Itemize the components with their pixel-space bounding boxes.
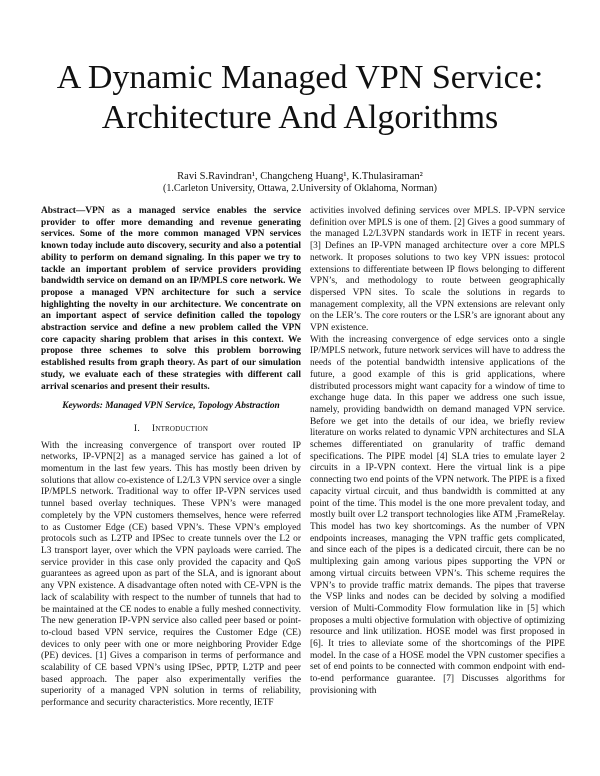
section-heading: [41, 423, 301, 435]
affiliations: (1.Carleton University, Ottawa, 2.University of Oklahoma, Norman): [162, 183, 437, 194]
section-title: Introduction: [151, 422, 209, 434]
left-column: [41, 206, 301, 710]
paper-title: [20, 58, 580, 138]
title-line-2: Architecture And Algorithms: [101, 99, 499, 136]
authors: Ravi S.Ravindran¹, Changcheng Huang¹, K.Thulasiraman²: [177, 171, 423, 182]
right-paragraph-2: With the increasing convergence of edge services onto a single IP/MPLS network, future network services will have to address the needs of the potential bandwidth intensive applications of the future, a good example of this is grid applications, where distributed processors might want capacity for a window of time to exchange huge data. In this paper we address one such issue, namely, providing bandwidth on demand managed VPN service. Before we get into the details of our idea, we briefly review literature on works related to dynamic VPN architectures and SLA schemes differentiated on granularity of traffic demand specifications. The PIPE model [4] SLA tries to emulate layer 2 circuits in a IP-VPN context. Here the virtual link is a pipe connecting two end points of the VPN network. The PIPE is a fixed capacity virtual circuit, and thus bandwidth is committed at any point of the time. This model is the one more prevalent today, and mostly built over L2 transport technologies like ATM ,FrameRelay. This model has two key shortcomings. As the number of VPN endpoints increases, managing the VPN traffic gets complicated, and since each of the pipes is a dedicated circuit, there can be no multiplexing gain among various pipes supporting the VPN or among virtual circuits between VPN’s. This scheme requires the VPN’s to provide traffic matrix demands. The pipes that traverse the VSP links and nodes can be decided by solving a modified version of Multi-Commodity Flow formulation like in [5] which proposes a multi objective formulation with objective of optimizing resource and link utilization. HOSE model was first proposed in [6]. It tries to alleviate some of the shortcomings of the PIPE model. In the case of a HOSE model the VPN customer specifies a set of end points to be connected with common endpoint with end-to-end performance guarantee. [7] Discusses algorithms for provisioning with: [310, 334, 565, 696]
abstract: Abstract—VPN as a managed service enables the service provider to offer more demanding and revenue generating services. Some of the more common managed VPN services known today include auto discovery, security and also a potential ability to perform on demand signaling. In this paper we try to tackle an important problem of service providers providing bandwidth service on demand on an IP/MPLS core network. We propose a managed VPN architecture for such a service highlighting the novelty in our architecture. We concentrate on an important aspect of service definition called the topology abstraction service and define a new problem called the VPN core capacity sharing problem that arises in this context. We propose three schemes to solve this problem borrowing established results from graph theory. As part of our simulation study, we evaluate each of these strategies with different call arrival scenarios and present their results.: [41, 206, 301, 392]
intro-paragraph: With the increasing convergence of transport over routed IP networks, IP-VPN[2] as a managed service has gained a lot of momentum in the last few years. This has mostly been driven by solutions that allow co-existence of L2/L3 VPN service over a single IP/MPLS network. Traditional way to offer IP-VPN services used tunnel based overlay techniques. These VPN’s were managed completely by the VPN customers themselves, hence were referred to as Customer Edge (CE) based VPN’s. These VPN’s employed protocols such as L2TP and IPSec to create tunnels over the L2 or L3 transport layer, over which the VPN payloads were carried. The service provider in this case only provided the capacity and QoS guarantees as agreed upon as part of the SLA, and is ignorant about any VPN existence. A disadvantage often noted with CE-VPN is the lack of scalability with respect to the number of tunnels that had to be maintained at the CE nodes to enable a fully meshed connectivity. The new generation IP-VPN service also called peer based or point-to-cloud based VPN service, requires the Customer Edge (CE) devices to only peer with one or more neighboring Provider Edge (PE) devices. [1] Gives a comparison in terms of performance and scalability of CE based VPN’s using IPSec, PPTP, L2TP and peer based approach. The paper also experimentally verifies the superiority of a managed VPN solution in terms of reliability, performance and security characteristics. More recently, IETF: [41, 440, 301, 709]
right-paragraph-1: activities involved defining services over MPLS. IP-VPN service definition over MPLS is one of them. [2] Gives a good summary of the managed L2/L3VPN standards work in IETF in recent years. [3] Defines an IP-VPN managed architecture over a core MPLS network. It proposes solutions to two key VPN issues: protocol extensions to differentiate between IP flows belonging to different VPN’s, and methodology to route between geographically dispersed VPN sites. To scale the solutions in regards to management complexity, all the VPN extensions are relevant only on the LER’s. The core routers or the LSR’s are ignorant about any VPN existence.: [310, 206, 565, 334]
keywords: Keywords: Managed VPN Service, Topology Abstraction: [62, 401, 280, 412]
right-column: [310, 206, 565, 698]
section-number: I.: [133, 422, 140, 434]
title-line-1: A Dynamic Managed VPN Service:: [56, 59, 544, 96]
